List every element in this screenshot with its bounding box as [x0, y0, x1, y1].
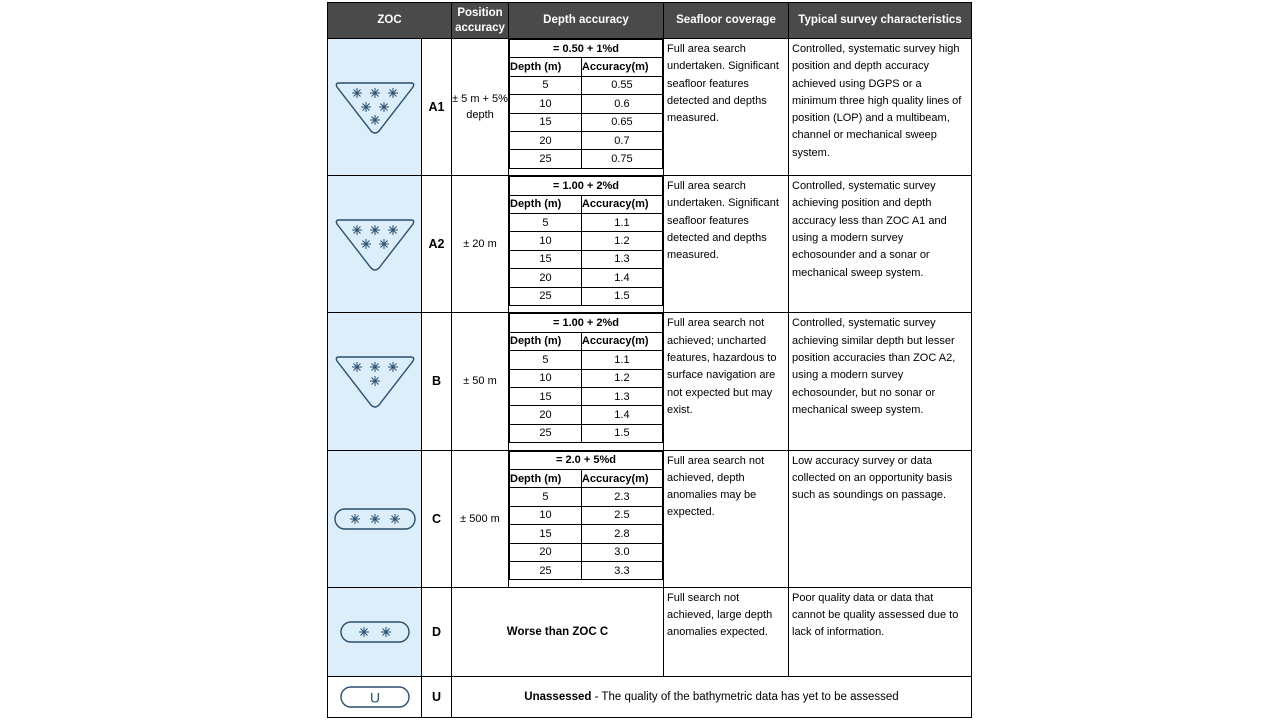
accuracy-value: 1.5 — [581, 424, 662, 442]
unassessed-description: - The quality of the bathymetric data has yet to be assessed — [591, 690, 899, 703]
header-depth-accuracy: Depth accuracy — [509, 3, 664, 39]
accuracy-value: 0.55 — [581, 76, 662, 94]
unassessed-text — [452, 676, 972, 717]
zoc-code: B — [422, 313, 452, 450]
accuracy-value: 3.3 — [581, 561, 662, 579]
depth-value: 5 — [510, 488, 582, 506]
depth-header: Depth (m) — [510, 332, 582, 350]
accuracy-value: 0.6 — [581, 95, 662, 113]
seafloor-coverage: Full area search not achieved, depth anomalies may be expected. — [664, 450, 789, 587]
accuracy-value: 0.75 — [581, 150, 662, 168]
depth-value: 15 — [510, 387, 582, 405]
survey-characteristics: Low accuracy survey or data collected on an opportunity basis such as soundings on passage. — [789, 450, 972, 587]
zoc-a1-triangle-six-stars-icon — [331, 77, 419, 137]
accuracy-value: 2.3 — [581, 488, 662, 506]
depth-formula: = 2.0 + 5%d — [510, 451, 663, 469]
zoc-row-a2 — [328, 176, 972, 313]
zoc-code: D — [422, 587, 452, 676]
worse-than-zoc-c: Worse than ZOC C — [506, 625, 609, 638]
accuracy-value: 0.7 — [581, 131, 662, 149]
merged-accuracy — [452, 587, 664, 676]
accuracy-header: Accuracy(m) — [581, 332, 662, 350]
depth-header: Depth (m) — [510, 58, 582, 76]
depth-accuracy-table — [509, 451, 663, 581]
accuracy-value: 1.3 — [581, 250, 662, 268]
accuracy-value: 1.5 — [581, 287, 662, 305]
position-accuracy: ± 50 m — [452, 313, 509, 450]
accuracy-header: Accuracy(m) — [581, 469, 662, 487]
survey-characteristics: Poor quality data or data that cannot be quality assessed due to lack of information. — [789, 587, 972, 676]
accuracy-header: Accuracy(m) — [581, 58, 662, 76]
accuracy-value: 1.1 — [581, 351, 662, 369]
accuracy-value: 1.1 — [581, 213, 662, 231]
symbol-letter-u: U — [369, 689, 380, 706]
zoc-row-c — [328, 450, 972, 587]
zoc-symbol-cell — [328, 587, 422, 676]
zoc-symbol-cell — [328, 313, 422, 450]
depth-value: 25 — [510, 424, 582, 442]
depth-accuracy-cell — [509, 176, 664, 313]
accuracy-value: 1.2 — [581, 369, 662, 387]
depth-value: 20 — [510, 269, 582, 287]
accuracy-value: 2.5 — [581, 506, 662, 524]
zoc-a2-triangle-five-stars-icon — [331, 214, 419, 274]
accuracy-value: 0.65 — [581, 113, 662, 131]
depth-value: 10 — [510, 232, 582, 250]
zoc-b-triangle-four-stars-icon — [331, 351, 419, 411]
depth-formula: = 1.00 + 2%d — [510, 177, 663, 195]
position-accuracy: ± 20 m — [452, 176, 509, 313]
depth-accuracy-table — [509, 176, 663, 306]
header-row — [328, 3, 972, 39]
depth-value: 20 — [510, 406, 582, 424]
accuracy-value: 2.8 — [581, 525, 662, 543]
depth-value: 10 — [510, 369, 582, 387]
zoc-d-oval-two-stars-icon — [331, 617, 419, 647]
depth-value: 5 — [510, 76, 582, 94]
depth-value: 20 — [510, 543, 582, 561]
header-position-accuracy: Position accuracy — [452, 3, 509, 39]
header-seafloor-coverage: Seafloor coverage — [664, 3, 789, 39]
depth-value: 10 — [510, 95, 582, 113]
zoc-row-u — [328, 676, 972, 717]
depth-accuracy-cell — [509, 313, 664, 450]
depth-value: 5 — [510, 213, 582, 231]
depth-accuracy-table — [509, 313, 663, 443]
accuracy-value: 3.0 — [581, 543, 662, 561]
zoc-c-oval-three-stars-icon — [331, 504, 419, 534]
survey-characteristics: Controlled, systematic survey high position and depth accuracy achieved using DGPS or a minimum three high quality lines of position (LOP) and a multibeam, channel or mechanical sweep system. — [789, 39, 972, 176]
zoc-code: C — [422, 450, 452, 587]
depth-header: Depth (m) — [510, 195, 582, 213]
survey-characteristics: Controlled, systematic survey achieving position and depth accuracy less than ZOC A1 and using a modern survey echosounder and a sonar or mechanical sweep system. — [789, 176, 972, 313]
accuracy-value: 1.4 — [581, 269, 662, 287]
zoc-code: A1 — [422, 39, 452, 176]
zoc-row-d — [328, 587, 972, 676]
zoc-symbol-cell — [328, 176, 422, 313]
depth-header: Depth (m) — [510, 469, 582, 487]
depth-value: 15 — [510, 113, 582, 131]
seafloor-coverage: Full area search undertaken. Significant seafloor features detected and depths measured. — [664, 176, 789, 313]
header-zoc: ZOC — [328, 3, 452, 39]
position-accuracy: ± 500 m — [452, 450, 509, 587]
zoc-code: U — [422, 676, 452, 717]
zoc-symbol-cell — [328, 450, 422, 587]
unassessed-label: Unassessed — [524, 690, 592, 703]
depth-value: 15 — [510, 525, 582, 543]
depth-value: 25 — [510, 150, 582, 168]
seafloor-coverage: Full area search not achieved; uncharted features, hazardous to surface navigation are not expected but may exist. — [664, 313, 789, 450]
depth-accuracy-cell — [509, 450, 664, 587]
accuracy-value: 1.3 — [581, 387, 662, 405]
zoc-row-b — [328, 313, 972, 450]
seafloor-coverage: Full area search undertaken. Significant seafloor features detected and depths measured. — [664, 39, 789, 176]
accuracy-value: 1.2 — [581, 232, 662, 250]
accuracy-header: Accuracy(m) — [581, 195, 662, 213]
depth-accuracy-cell — [509, 39, 664, 176]
depth-formula: = 1.00 + 2%d — [510, 314, 663, 332]
depth-value: 20 — [510, 131, 582, 149]
depth-value: 25 — [510, 287, 582, 305]
zoc-row-a1 — [328, 39, 972, 176]
position-accuracy: ± 5 m + 5% depth — [452, 39, 509, 176]
seafloor-coverage: Full search not achieved, large depth anomalies expected. — [664, 587, 789, 676]
header-survey-characteristics: Typical survey characteristics — [789, 3, 972, 39]
zoc-table — [327, 2, 972, 718]
zoc-u-oval-letter-u-icon — [331, 684, 419, 710]
depth-value: 10 — [510, 506, 582, 524]
depth-formula: = 0.50 + 1%d — [510, 40, 663, 58]
accuracy-value: 1.4 — [581, 406, 662, 424]
depth-accuracy-table — [509, 39, 663, 169]
zoc-symbol-cell — [328, 676, 422, 717]
zoc-code: A2 — [422, 176, 452, 313]
depth-value: 15 — [510, 250, 582, 268]
zoc-symbol-cell — [328, 39, 422, 176]
depth-value: 5 — [510, 351, 582, 369]
survey-characteristics: Controlled, systematic survey achieving similar depth but lesser position accuracies than ZOC A2, using a modern survey echosounder, but no sonar or mechanical sweep system. — [789, 313, 972, 450]
depth-value: 25 — [510, 561, 582, 579]
